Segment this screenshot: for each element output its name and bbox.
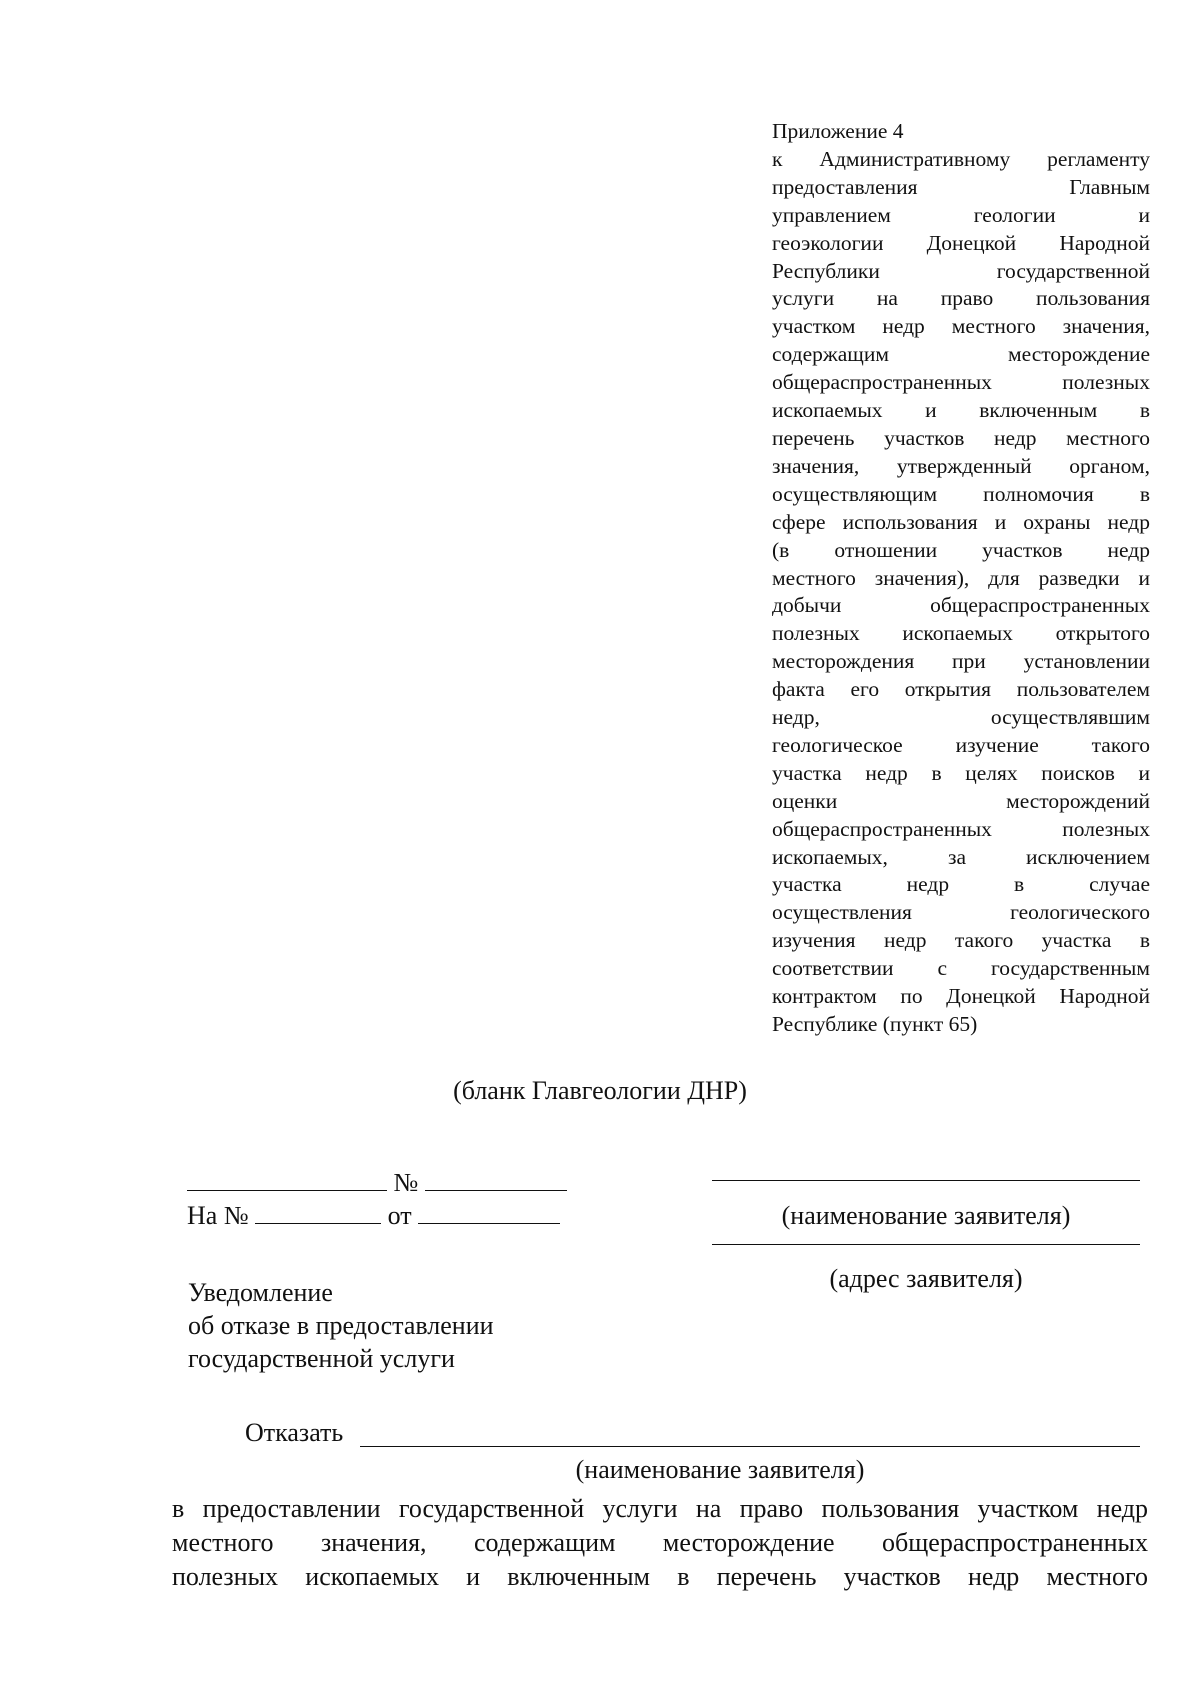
refusal-row [245, 1418, 343, 1448]
appendix-line: участка недр в целях поисков и [772, 760, 1150, 785]
appendix-line: ископаемых и включенным в [772, 398, 1150, 423]
appendix-line: (в отношении участков недр [772, 537, 1150, 562]
appendix-line: полезных ископаемых открытого [772, 621, 1150, 646]
appendix-line: услуги на право пользования [772, 286, 1150, 311]
date-blank [187, 1168, 387, 1191]
refusal-applicant-line [360, 1446, 1140, 1447]
number-blank [425, 1168, 567, 1191]
appendix-line: участком недр местного значения, [772, 314, 1150, 339]
appendix-line: геоэкологии Донецкой Народной [772, 230, 1150, 255]
notice-line: об отказе в предоставлении [188, 1311, 494, 1340]
reference-date-blank [418, 1201, 560, 1224]
appendix-line: предоставления Главным [772, 174, 1150, 199]
notice-heading [188, 1276, 494, 1375]
reference-number-row [187, 1201, 560, 1231]
appendix-line: месторождения при установлении [772, 649, 1150, 674]
appendix-line: сфере использования и охраны недр [772, 509, 1150, 534]
appendix-line: Республике (пункт 65) [772, 1012, 978, 1036]
appendix-line: содержащим месторождение [772, 342, 1150, 367]
appendix-line: недр, осуществлявшим [772, 705, 1150, 730]
appendix-line: общераспространенных полезных [772, 816, 1150, 841]
letterhead-placeholder: (бланк Главгеологии ДНР) [453, 1076, 747, 1105]
refusal-applicant-caption: (наименование заявителя) [575, 1455, 865, 1484]
appendix-line: к Административному регламенту [772, 146, 1150, 171]
appendix-line: факта его открытия пользователем [772, 677, 1150, 702]
reference-number-blank [255, 1201, 381, 1224]
notice-line: государственной услуги [188, 1344, 455, 1373]
appendix-line: общераспространенных полезных [772, 370, 1150, 395]
appendix-line: добычи общераспространенных [772, 593, 1150, 618]
body-paragraph [172, 1492, 1148, 1594]
notice-line: Уведомление [188, 1278, 333, 1307]
reference-label: На № [187, 1201, 249, 1230]
appendix-line: оценки месторождений [772, 788, 1150, 813]
appendix-note [772, 118, 1150, 1039]
body-line: полезных ископаемых и включенным в перечень участков недр местного [172, 1562, 1148, 1591]
appendix-line: осуществления геологического [772, 900, 1150, 925]
applicant-address-line [712, 1244, 1140, 1245]
registration-number-row [187, 1168, 567, 1198]
applicant-name-caption: (наименование заявителя) [781, 1201, 1071, 1230]
applicant-name-line [712, 1180, 1140, 1181]
appendix-line: значения, утвержденный органом, [772, 453, 1150, 478]
applicant-address-caption: (адрес заявителя) [829, 1264, 1023, 1293]
body-line: местного значения, содержащим месторождение общераспространенных [172, 1528, 1148, 1557]
refusal-label: Отказать [245, 1418, 344, 1447]
appendix-line: Приложение 4 [772, 119, 904, 143]
appendix-line: ископаемых, за исключением [772, 844, 1150, 869]
appendix-line: изучения недр такого участка в [772, 928, 1150, 953]
appendix-line: осуществляющим полномочия в [772, 481, 1150, 506]
appendix-line: участка недр в случае [772, 872, 1150, 897]
from-label: от [387, 1201, 412, 1230]
appendix-line: местного значения), для разведки и [772, 565, 1150, 590]
appendix-line: геологическое изучение такого [772, 732, 1150, 757]
appendix-line: управлением геологии и [772, 202, 1150, 227]
appendix-line: контрактом по Донецкой Народной [772, 984, 1150, 1009]
appendix-line: Республики государственной [772, 258, 1150, 283]
body-line: в предоставлении государственной услуги на право пользования участком недр [172, 1494, 1148, 1523]
number-sign: № [393, 1168, 419, 1197]
appendix-line: соответствии с государственным [772, 956, 1150, 981]
appendix-line: перечень участков недр местного [772, 425, 1150, 450]
